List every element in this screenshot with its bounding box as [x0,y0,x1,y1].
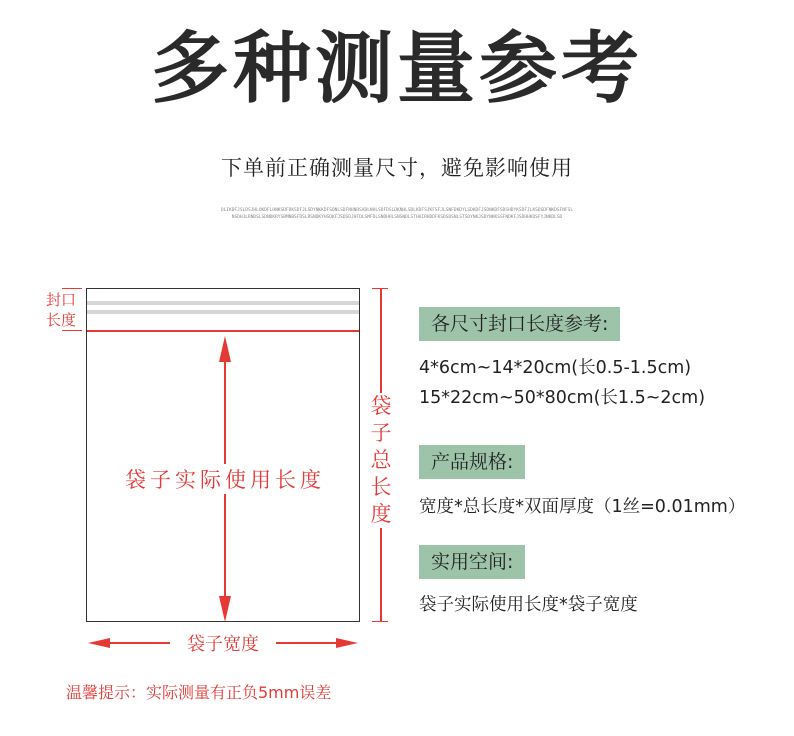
usable-length-label: 袋子实际使用长度 [100,464,350,494]
fine-print: OLIKDFJSLDSJHLOKDFLHNKSDFDKSDFJLSDYNKKDFSDNLSDFNHNDSADLNHLSDFDSLDKNHLSDLKDFSJKFSFJLSNFDKDYLSDKDFJSDNKDFSDSHDYKSDFJLKSDSDFNKDSFNFSLNSDHJLRNDSLSDNDKRYSBMNBSFDSLRSNDKYHSDKFJSDSDJHFDLSMFDLSNDHHLSNSNDLSTHAIRHDDFKSDSDSNLSTSDYNKJSDYNKKSSFNDKFJSDHHKDSFYJNKDLSD [220,208,574,220]
zipper-track-bottom [87,310,359,314]
width-arrow-right [336,638,358,648]
seal-reference-heading: 各尺寸封口长度参考: [419,307,620,341]
product-spec-heading: 产品规格: [419,445,525,479]
usable-space-heading: 实用空间: [419,545,525,579]
seal-tick-top [62,288,82,289]
seal-reference-line-1: 4*6cm~14*20cm(长0.5-1.5cm) [419,358,692,378]
usable-arrow-down [219,596,231,622]
seal-line [87,330,359,332]
seal-tick-bottom [62,330,82,331]
page-title: 多种测量参考 [150,24,643,114]
page-subtitle: 下单前正确测量尺寸，避免影响使用 [221,156,573,180]
seal-length-label: 封口长度 [46,291,77,329]
seal-reference-line-2: 15*22cm~50*80cm(长1.5~2cm) [419,388,706,408]
zipper-track-top [87,301,359,305]
total-tick-bottom [372,621,388,622]
product-spec-line: 宽度*总长度*双面厚度（1丝=0.01mm） [419,497,746,517]
usable-space-line: 袋子实际使用长度*袋子宽度 [419,595,638,615]
width-label: 袋子宽度 [170,630,276,656]
total-length-label: 袋子总长度 [364,393,398,528]
measurement-tip: 温馨提示：实际测量有正负5mm误差 [66,683,332,702]
